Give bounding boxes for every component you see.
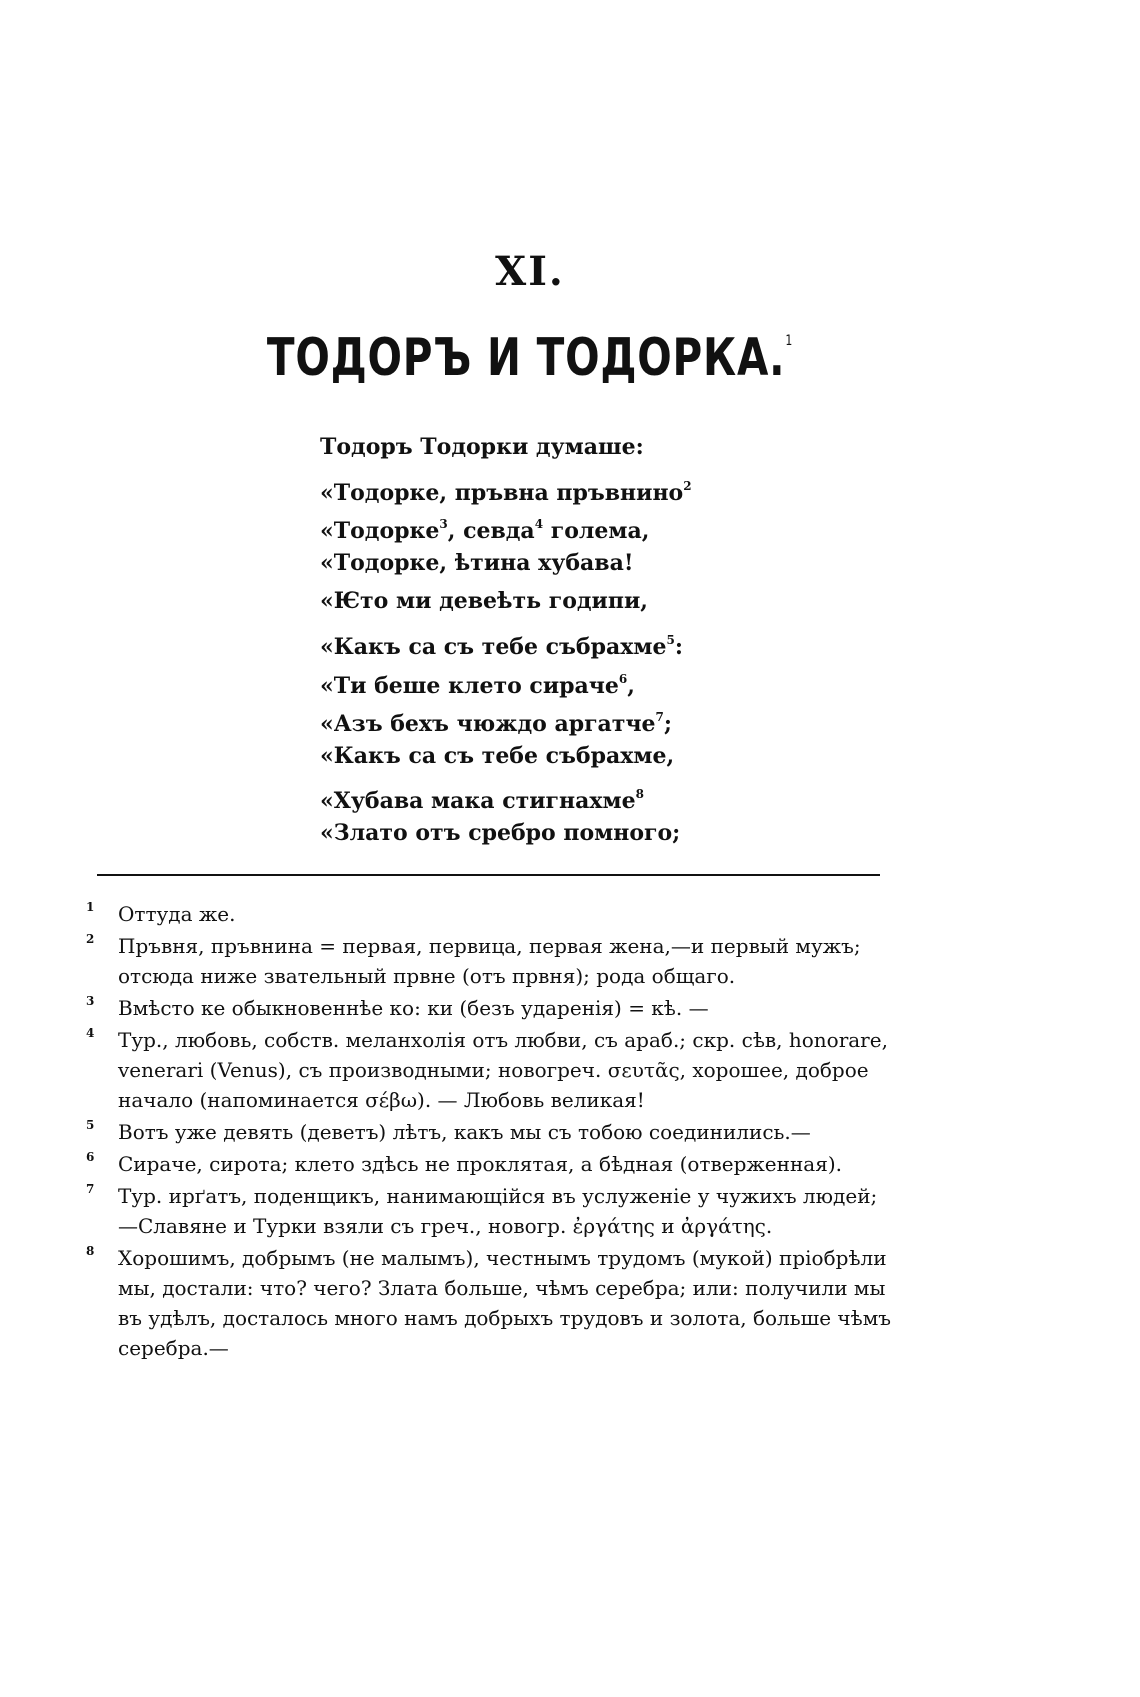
footnote-number: 1 [86,900,95,914]
verse-line: Тодоръ Тодорки думаше: [320,434,644,460]
footnote [86,1181,892,1241]
footnote-ref: 4 [534,517,544,532]
footnote-text: Пръвня, пръвнина = первая, первица, первая жена,—и первый мужъ; отсюда ниже звательный првне (отъ првня); рода общаго. [118,934,861,988]
verse-line: «Ѥто ми девеѣть годипи, [320,588,648,615]
footnote-text: Сираче, сирота; клето здѣсь не проклятая, а бѣдная (отверженная). [118,1152,842,1176]
footnote [86,931,892,991]
page-title [117,328,944,388]
verse-line: «Ти беше клето сираче$^6$, [320,671,635,699]
footnote-number: 7 [86,1182,95,1196]
footnote-ref: 3 [439,517,448,532]
footnote [86,1149,892,1179]
verse-block [320,428,692,853]
footnote [86,1243,892,1363]
footnote [86,1025,892,1115]
footnote-text: Тур., любовь, собств. меланхолія отъ любви, съ араб.; скр. сѣв, honorare, venerari (Venus), съ производными; новогреч. σευτᾶς, хорошее, доброе начало (напоминается σέβω). — Любовь великая! [118,1028,888,1112]
verse-line: «Тодорке, пръвна пръвнино$^2$ [320,478,692,506]
footnote-number: 8 [86,1244,95,1258]
footnote-text: Хорошимъ, добрымъ (не малымъ), честнымъ трудомъ (мукой) пріобрѣли мы, достали: что? чего? Злата больше, чѣмъ серебра; или: получили мы въ удѣлъ, досталось много намъ добрыхъ трудовъ и золота, больше чѣмъ серебра.— [118,1246,891,1360]
footnote-text: Вмѣсто ке обыкновеннѣе ко: ки (безъ ударенія) = кѣ. — [118,996,709,1020]
footnote [86,899,892,929]
footnote-number: 2 [86,932,95,946]
footnote-ref: 8 [635,787,644,802]
verse-line: «Азъ бехъ чюждо аргатче$^7$; [320,710,673,738]
footnote-text: Оттуда же. [118,902,236,926]
footnote-ref: 2 [683,478,692,493]
verse-line: «Злато отъ сребро помного; [320,819,681,846]
footnote-number: 6 [86,1150,95,1164]
footnote-number: 3 [86,994,95,1008]
verse-line: «Хубава мака стигнахме$^8$ [320,787,644,815]
footnote-number: 4 [86,1026,95,1040]
footnote-text: Вотъ уже девять (деветъ) лѣтъ, какъ мы съ тобою соединились.— [118,1120,811,1144]
title-text: ТОДОРЪ И ТОДОРКА. [266,328,786,388]
verse-line: «Тодорке, ѣтина хубава! [320,549,634,576]
footnote-divider [97,874,880,876]
verse-line: «Тодорке$^3$, севда$^4$ голема, [320,517,650,545]
footnotes [86,899,892,1365]
title-note-ref: 1 [785,333,794,349]
verse-line: «Какъ са съ тебе събрахме, [320,742,675,769]
footnote-ref: 5 [666,632,675,647]
footnote-number: 5 [86,1118,95,1132]
verse-line: «Какъ са съ тебе събрахме$^5$: [320,632,683,660]
footnote [86,993,892,1023]
footnote-ref: 7 [655,710,664,725]
footnote-ref: 6 [618,671,628,686]
chapter-number: XI. [495,248,565,295]
footnote-text: Тур. ирґатъ, поденщикъ, нанимающійся въ услуженіе у чужихъ людей;—Славяне и Турки взяли съ греч., новогр. ἐργάτης и ἀργάτης. [118,1184,878,1238]
footnote [86,1117,892,1147]
